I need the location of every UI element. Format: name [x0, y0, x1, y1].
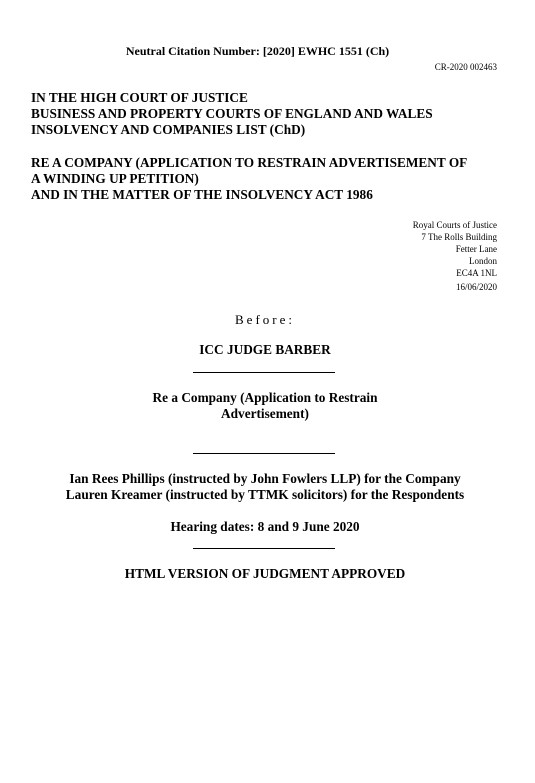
address-line: Fetter Lane — [455, 244, 497, 254]
case-title — [0, 390, 530, 422]
judge-name: ICC JUDGE BARBER — [199, 342, 331, 357]
court-heading-line: BUSINESS AND PROPERTY COURTS OF ENGLAND AND WALES — [31, 106, 433, 122]
court-heading-line: IN THE HIGH COURT OF JUSTICE — [31, 90, 248, 105]
divider-rule — [193, 453, 335, 454]
case-title-line: Re a Company (Application to Restrain — [152, 390, 378, 405]
divider-rule — [193, 372, 335, 373]
case-number: CR-2020 002463 — [434, 62, 497, 72]
court-address — [413, 219, 497, 293]
counsel-listing — [0, 471, 530, 503]
court-heading-line: INSOLVENCY AND COMPANIES LIST (ChD) — [31, 122, 306, 138]
court-heading — [31, 90, 433, 139]
matter-heading-line: RE A COMPANY (APPLICATION TO RESTRAIN ADVERTISEMENT OF — [31, 155, 468, 170]
matter-heading — [31, 155, 467, 204]
approval-note: HTML VERSION OF JUDGMENT APPROVED — [124, 566, 406, 581]
address-line: 7 The Rolls Building — [421, 232, 497, 242]
case-title-line: Advertisement) — [221, 406, 309, 421]
counsel-line: Lauren Kreamer (instructed by TTMK solicitors) for the Respondents — [65, 487, 465, 502]
matter-heading-line: A WINDING UP PETITION) — [31, 171, 199, 187]
before-label: Before: — [235, 312, 295, 327]
judgment-date: 16/06/2020 — [455, 282, 497, 292]
hearing-dates: Hearing dates: 8 and 9 June 2020 — [170, 519, 360, 534]
matter-heading-line: AND IN THE MATTER OF THE INSOLVENCY ACT 1986 — [31, 187, 373, 203]
address-line: EC4A 1NL — [456, 268, 497, 278]
counsel-line: Ian Rees Phillips (instructed by John Fowlers LLP) for the Company — [69, 471, 461, 486]
divider-rule — [193, 548, 335, 549]
neutral-citation: Neutral Citation Number: [2020] EWHC 1551 (Ch) — [125, 44, 390, 58]
address-line: Royal Courts of Justice — [412, 220, 497, 230]
address-line: London — [469, 256, 497, 266]
